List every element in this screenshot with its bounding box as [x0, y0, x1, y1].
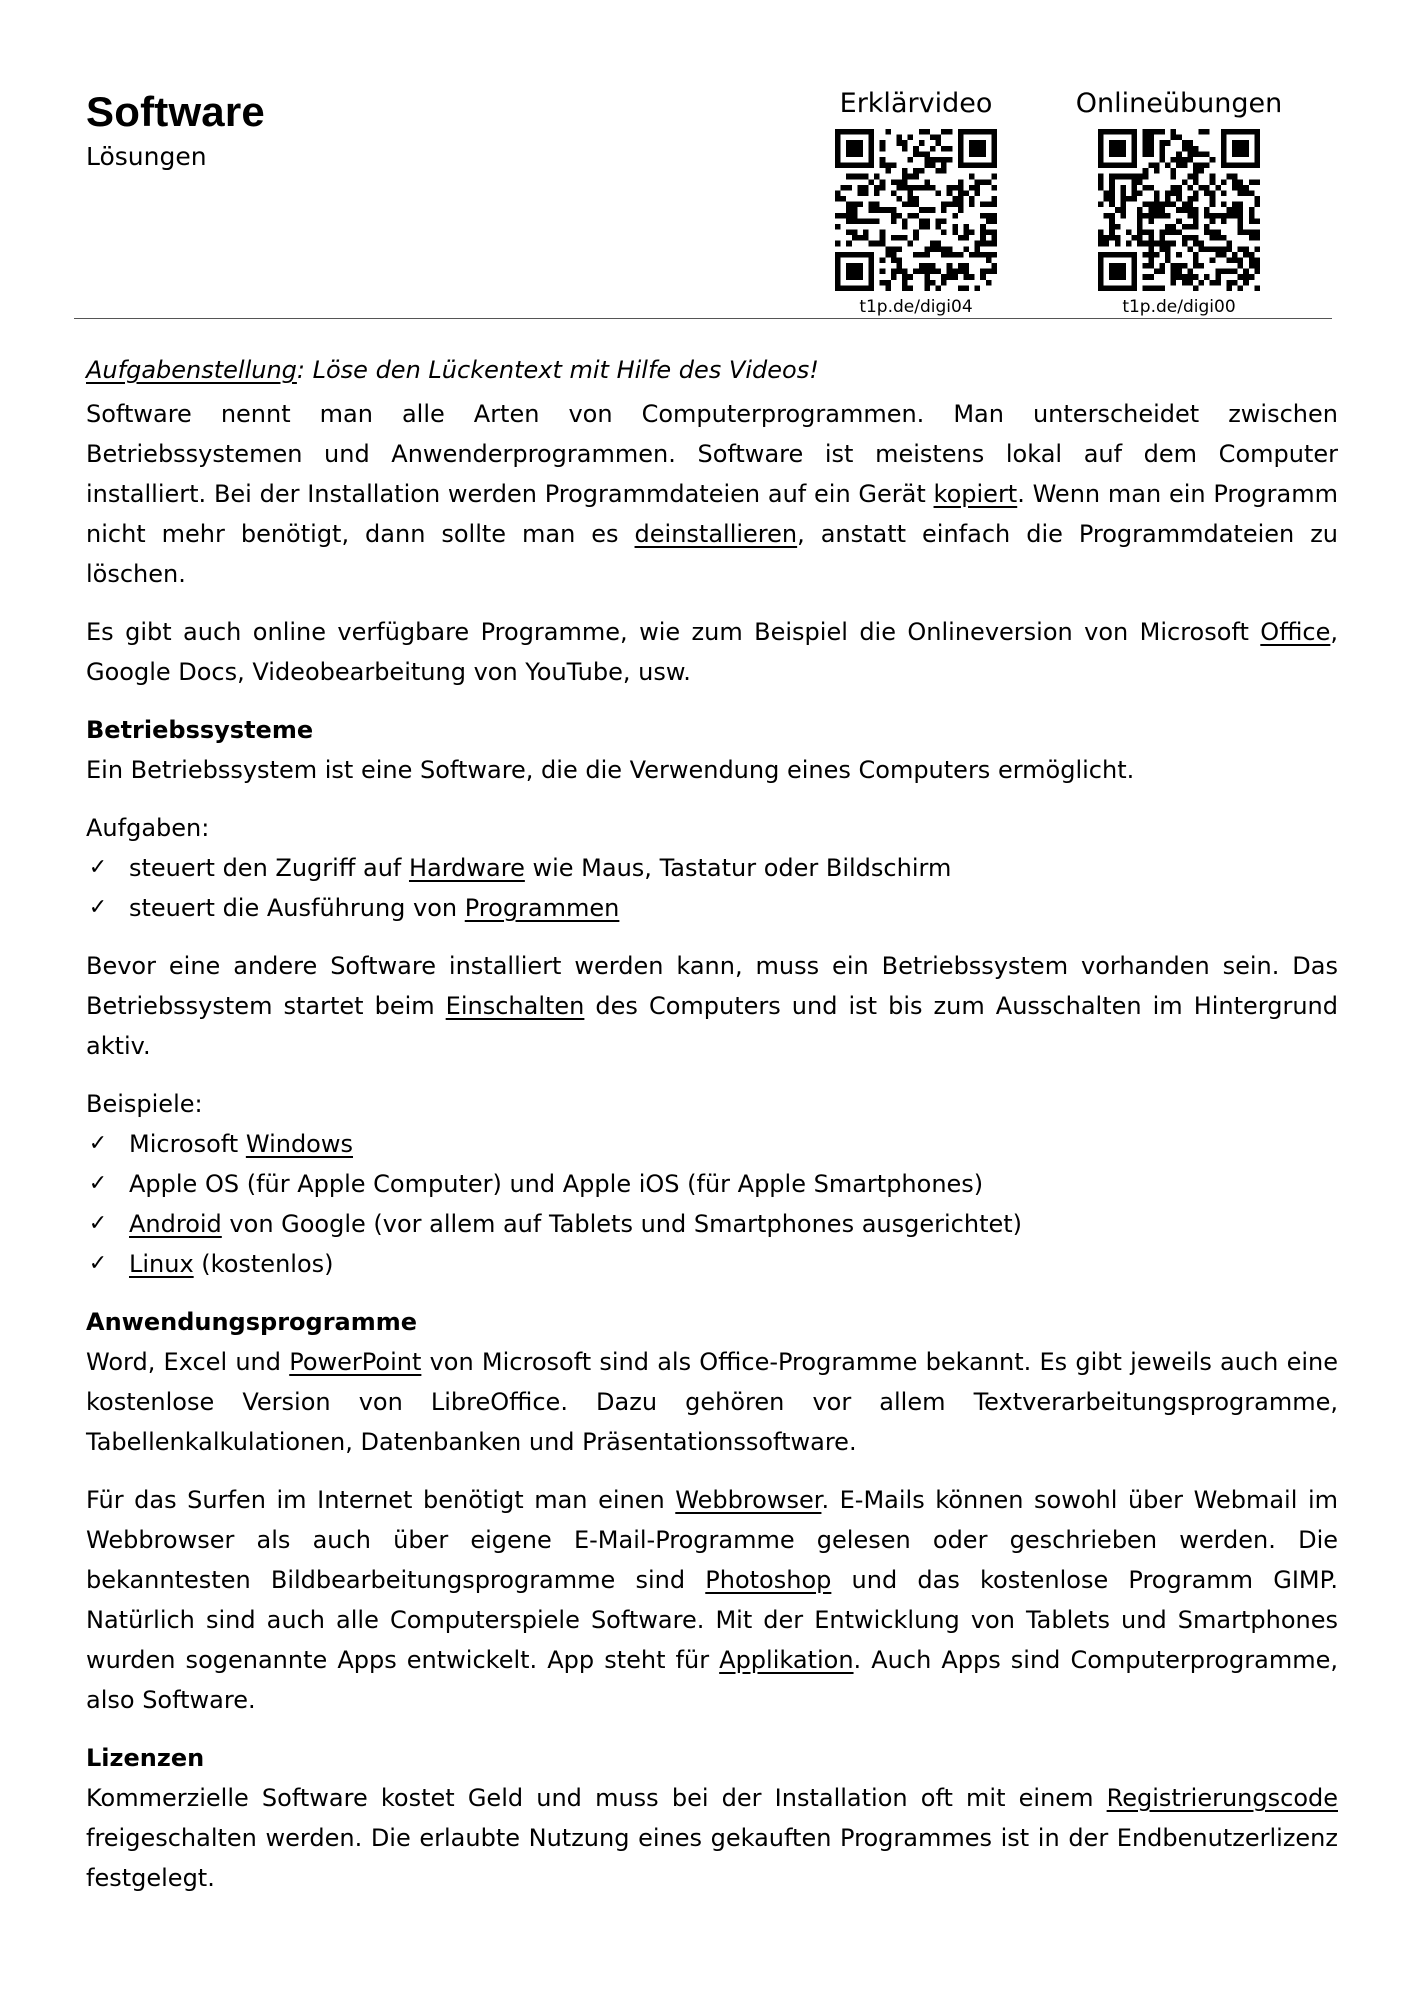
- qr-block-video: [806, 88, 1026, 317]
- section-heading-apps: Anwendungsprogramme: [86, 1308, 418, 1336]
- checkmark-icon: ✓: [88, 855, 108, 880]
- apps-paragraph-1: [86, 1342, 1338, 1462]
- intro-paragraph-2: [86, 612, 1338, 692]
- text-segment: Es gibt auch online verfügbare Programme, wie zum Beispiel die Onlineversion von Microsoft: [86, 618, 1261, 646]
- answer-registrierungscode: Registrierungscode: [1106, 1784, 1338, 1812]
- page-subtitle: Lösungen: [86, 142, 207, 171]
- text-segment: des Computers und ist bis zum Ausschalten im Hintergrund aktiv.: [86, 992, 1338, 1060]
- answer-hardware: Hardware: [408, 854, 525, 882]
- intro-paragraph-1: [86, 394, 1338, 594]
- text-segment: von Microsoft sind als Office-Programme bekannt. Es gibt jeweils auch eine kostenlose Version von LibreOffice. Dazu gehören vor allem Textverarbeitungsprogramme, Tabellenkalkulationen, Datenbanken und Präsentationssoftware.: [86, 1348, 1338, 1456]
- os-paragraph: [86, 946, 1338, 1066]
- answer-android: Android: [129, 1210, 222, 1238]
- qr-code-icon[interactable]: [1098, 129, 1260, 291]
- text-segment: und das kostenlose Programm GIMP. Natürlich sind auch alle Computerspiele Software. Mit der Entwicklung von Tablets und Smartphones wurden sogenannte Apps entwickelt. App steht für: [86, 1566, 1338, 1674]
- text-segment: steuert den Zugriff auf: [129, 854, 409, 882]
- qr-label-online: Onlineübungen: [1075, 88, 1283, 119]
- list-item: [86, 1204, 1338, 1244]
- answer-powerpoint: PowerPoint: [289, 1348, 422, 1376]
- text-segment: von Google (vor allem auf Tablets und Smartphones ausgerichtet): [221, 1210, 1023, 1238]
- text-segment: Software nennt man alle Arten von Computerprogrammen. Man unterscheidet zwischen Betriebssystemen und Anwenderprogrammen. Software ist meistens lokal auf dem Computer installiert. Bei der Installation werden Programmdateien auf ein Gerät: [86, 400, 1338, 508]
- worksheet-header: [86, 0, 1338, 320]
- list-item: [86, 1244, 1338, 1284]
- checkmark-icon: ✓: [88, 1171, 108, 1196]
- list-item: [86, 1124, 1338, 1164]
- qr-block-online: [1069, 88, 1289, 317]
- header-divider: [74, 318, 1332, 319]
- os-tasks-list: [86, 848, 1338, 928]
- answer-kopiert: kopiert: [933, 480, 1018, 508]
- text-segment: (kostenlos): [193, 1250, 334, 1278]
- answer-programmen: Programmen: [464, 894, 620, 922]
- text-segment: . Auch Apps sind Computerprogramme, also Software.: [86, 1646, 1339, 1714]
- text-segment: Microsoft: [129, 1130, 246, 1158]
- qr-label-video: Erklärvideo: [839, 88, 993, 119]
- task-instruction: [86, 350, 1338, 390]
- task-label: Aufgabenstellung: [86, 356, 297, 384]
- qr-url-online[interactable]: t1p.de/digi00: [1122, 297, 1236, 317]
- worksheet-content: [86, 350, 1338, 1916]
- worksheet-page: [86, 0, 1339, 1892]
- answer-deinstallieren: deinstallieren: [634, 520, 798, 548]
- licenses-paragraph: [86, 1778, 1338, 1898]
- task-text: : Löse den Lückentext mit Hilfe des Videos!: [296, 356, 819, 384]
- os-tasks-label: Aufgaben:: [86, 814, 210, 842]
- text-segment: freigeschalten werden. Die erlaubte Nutzung eines gekauften Programmes ist in der Endbenutzerlizenz festgelegt.: [86, 1824, 1338, 1892]
- list-item: [86, 1164, 1338, 1204]
- text-segment: Bevor eine andere Software installiert werden kann, muss ein Betriebssystem vorhanden sein. Das Betriebssystem startet beim: [86, 952, 1338, 1020]
- text-segment: , Google Docs, Videobearbeitung von YouTube, usw.: [86, 618, 1338, 686]
- checkmark-icon: ✓: [88, 895, 108, 920]
- answer-applikation: Applikation: [719, 1646, 854, 1674]
- text-segment: Für das Surfen im Internet benötigt man einen: [86, 1486, 676, 1514]
- os-examples-label: Beispiele:: [86, 1090, 203, 1118]
- answer-linux: Linux: [129, 1250, 194, 1278]
- text-segment: Apple OS (für Apple Computer) und Apple iOS (für Apple Smartphones): [129, 1170, 984, 1198]
- answer-office: Office: [1260, 618, 1331, 646]
- checkmark-icon: ✓: [88, 1251, 108, 1276]
- answer-windows: Windows: [245, 1130, 353, 1158]
- checkmark-icon: ✓: [88, 1211, 108, 1236]
- text-segment: , anstatt einfach die Programmdateien zu löschen.: [86, 520, 1339, 588]
- apps-paragraph-2: [86, 1480, 1338, 1720]
- os-definition: Ein Betriebssystem ist eine Software, die die Verwendung eines Computers ermöglicht.: [86, 756, 1135, 784]
- os-examples-list: [86, 1124, 1338, 1284]
- list-item: [86, 888, 1338, 928]
- text-segment: Kommerzielle Software kostet Geld und muss bei der Installation oft mit einem: [86, 1784, 1107, 1812]
- section-heading-licenses: Lizenzen: [86, 1744, 205, 1772]
- qr-url-video[interactable]: t1p.de/digi04: [859, 297, 973, 317]
- section-heading-os: Betriebssysteme: [86, 716, 314, 744]
- text-segment: Word, Excel und: [86, 1348, 290, 1376]
- page-title: Software: [86, 88, 265, 135]
- list-item: [86, 848, 1338, 888]
- text-segment: wie Maus, Tastatur oder Bildschirm: [524, 854, 952, 882]
- answer-webbrowser: Webbrowser: [675, 1486, 822, 1514]
- text-segment: . Wenn man ein Programm nicht mehr benötigt, dann sollte man es: [86, 480, 1338, 548]
- qr-code-icon[interactable]: [835, 129, 997, 291]
- checkmark-icon: ✓: [88, 1131, 108, 1156]
- text-segment: steuert die Ausführung von: [129, 894, 465, 922]
- answer-einschalten: Einschalten: [445, 992, 585, 1020]
- answer-photoshop: Photoshop: [705, 1566, 832, 1594]
- text-segment: . E-Mails können sowohl über Webmail im Webbrowser als auch über eigene E-Mail-Programme gelesen oder geschrieben werden. Die bekanntesten Bildbearbeitungsprogramme sind: [86, 1486, 1338, 1594]
